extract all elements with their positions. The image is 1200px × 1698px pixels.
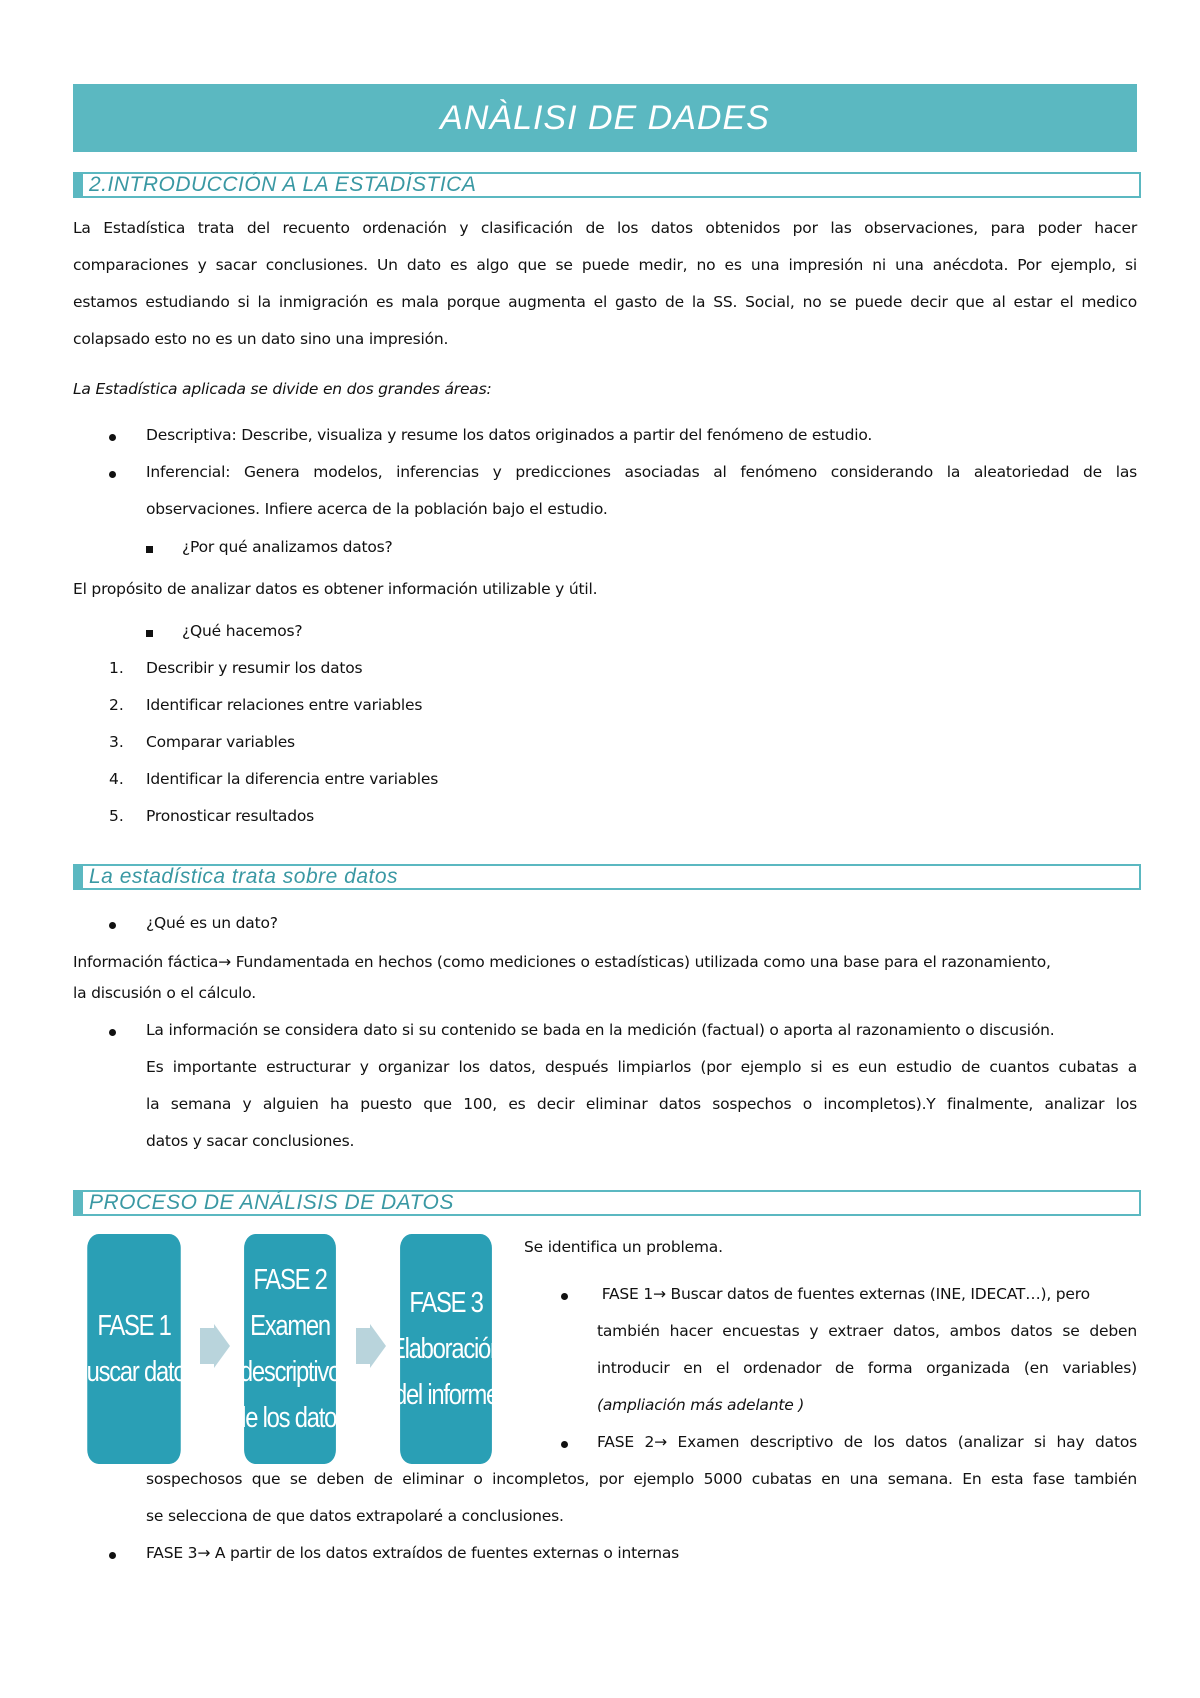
fase1-line: también hacer encuestas y extraer datos, ambos datos se deben — [597, 1322, 1137, 1340]
step-number: 2. — [109, 696, 124, 714]
step-text: Describir y resumir los datos — [146, 659, 363, 677]
fase2-line: sospechosos que se deben de eliminar o incompletos, por ejemplo 5000 cubatas en una semana. En esta fase también — [146, 1470, 1137, 1488]
fase1-line: FASE 1→ Buscar datos de fuentes externas (INE, IDECAT…), pero — [597, 1285, 1090, 1303]
step-number: 1. — [109, 659, 124, 677]
dato-bullet-line: La información se considera dato si su contenido se bada en la medición (factual) o aporta al razonamiento o discusión. — [146, 1021, 1055, 1039]
fase2-line: se selecciona de que datos extrapolaré a conclusiones. — [146, 1507, 564, 1525]
bullet-dot — [109, 1552, 116, 1559]
fase1-line: introducir en el ordenador de forma organizada (en variables) — [597, 1359, 1137, 1377]
step-number: 5. — [109, 807, 124, 825]
phase-2-box — [233, 1234, 347, 1464]
bullet-dot — [109, 471, 116, 478]
paragraph-line: La Estadística trata del recuento ordenación y clasificación de los datos obtenidos por las observaciones, para poder hacer — [73, 219, 1137, 237]
step-text: Identificar relaciones entre variables — [146, 696, 423, 714]
paragraph-line: estamos estudiando si la inmigración es mala porque augmenta el gasto de la SS. Social, no se puede decir que al estar el medico — [73, 293, 1137, 311]
section-heading-introduccion — [73, 172, 1141, 198]
purpose-text: El propósito de analizar datos es obtener información utilizable y útil. — [73, 580, 598, 598]
dato-bullet-line: Es importante estructurar y organizar los datos, después limpiarlos (por ejemplo si es eun estudio de cuantos cubatas a — [146, 1058, 1137, 1076]
phase-3-box — [389, 1234, 503, 1464]
bullet-descriptiva: Descriptiva: Describe, visualiza y resume los datos originados a partir del fenómeno de estudio. — [146, 426, 873, 444]
fase1-note: (ampliación más adelante ) — [597, 1396, 805, 1414]
phase-1-title: FASE 1 — [97, 1310, 171, 1342]
problem-intro: Se identifica un problema. — [524, 1238, 723, 1256]
step-number: 4. — [109, 770, 124, 788]
question-dato: ¿Qué es un dato? — [146, 914, 278, 932]
section-heading-text: PROCESO DE ANÁLISIS DE DATOS — [89, 1191, 454, 1214]
document-title: ANÀLISI DE DADES — [440, 98, 770, 137]
arrow-1-icon — [214, 1324, 230, 1368]
bullet-inferencial-cont: observaciones. Infiere acerca de la población bajo el estudio. — [146, 500, 608, 518]
section-heading-datos — [73, 864, 1141, 890]
dato-bullet-line: datos y sacar conclusiones. — [146, 1132, 355, 1150]
bullet-dot — [561, 1441, 568, 1448]
phase-3-label: del informe — [393, 1379, 499, 1411]
paragraph-line: colapsado esto no es un dato sino una impresión. — [73, 330, 449, 348]
phase-2-title: FASE 2 — [253, 1264, 327, 1296]
italic-intro: La Estadística aplicada se divide en dos grandes áreas: — [73, 380, 492, 398]
phase-2-label: descriptivo — [239, 1356, 341, 1388]
phase-2-label: Examen — [250, 1310, 330, 1342]
step-number: 3. — [109, 733, 124, 751]
bullet-dot — [109, 434, 116, 441]
step-text: Identificar la diferencia entre variables — [146, 770, 439, 788]
step-text: Comparar variables — [146, 733, 295, 751]
bullet-dot — [109, 922, 116, 929]
section-heading-proceso — [73, 1190, 1141, 1216]
fase3-line: FASE 3→ A partir de los datos extraídos de fuentes externas o internas — [146, 1544, 680, 1562]
phase-1-box — [71, 1234, 197, 1464]
factica-line: Información fáctica→ Fundamentada en hechos (como mediciones o estadísticas) utilizada como una base para el razonamiento, — [73, 953, 1051, 971]
section-heading-text: 2.INTRODUCCIÓN A LA ESTADÍSTICA — [89, 173, 477, 196]
bullet-dot — [561, 1293, 568, 1300]
section-heading-text: La estadística trata sobre datos — [89, 865, 399, 888]
dato-bullet-line: la semana y alguien ha puesto que 100, es decir eliminar datos sospechos o incompletos).Y finalmente, analizar los — [146, 1095, 1137, 1113]
square-bullet — [146, 630, 153, 637]
paragraph-line: comparaciones y sacar conclusiones. Un dato es algo que se puede medir, no es una impresión ni una anécdota. Por ejemplo, si — [73, 256, 1137, 274]
step-text: Pronosticar resultados — [146, 807, 315, 825]
sub-question-why: ¿Por qué analizamos datos? — [182, 538, 393, 556]
arrow-2-icon — [370, 1324, 386, 1368]
title-banner — [73, 84, 1137, 152]
phase-2-label: de los datos — [233, 1402, 347, 1434]
square-bullet — [146, 546, 153, 553]
phase-3-title: FASE 3 — [409, 1287, 483, 1319]
phase-1-label: Buscar datos — [71, 1356, 197, 1388]
phase-3-label: Elaboración — [389, 1333, 503, 1365]
arrow-2-body — [356, 1328, 370, 1364]
sub-question-what: ¿Qué hacemos? — [182, 622, 303, 640]
fase2-line: FASE 2→ Examen descriptivo de los datos (analizar si hay datos — [597, 1433, 1137, 1451]
bullet-dot — [109, 1029, 116, 1036]
arrow-1-body — [200, 1328, 214, 1364]
bullet-inferencial: Inferencial: Genera modelos, inferencias y predicciones asociadas al fenómeno considerando la aleatoriedad de las — [146, 463, 1137, 481]
factica-line: la discusión o el cálculo. — [73, 984, 257, 1002]
